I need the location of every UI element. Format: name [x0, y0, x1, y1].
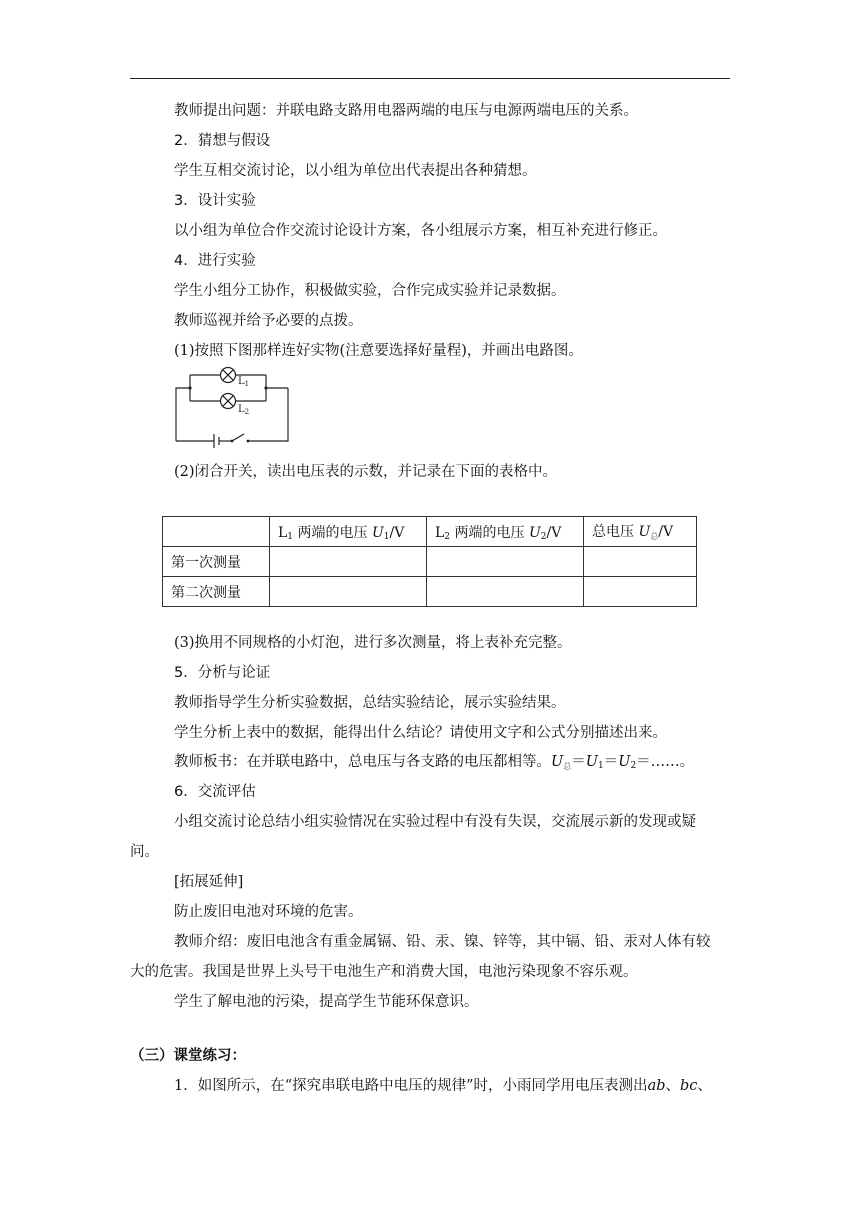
- paragraph-evaluation: 小组交流讨论总结小组实验情况在实验过程中有没有失误，交流展示新的发现或疑: [174, 814, 696, 830]
- header-rule: [130, 78, 730, 79]
- paragraph-design: 以小组为单位合作交流讨论设计方案，各小组展示方案，相互补充进行修正。: [174, 223, 667, 239]
- table-corner-cell: [163, 517, 270, 547]
- header-l2-voltage: $L_2$ 两端的电压 $U_2/V$: [427, 517, 584, 547]
- paragraph-evaluation-cont: 问。: [130, 844, 159, 860]
- paragraph-battery-hazard: 防止废旧电池对环境的危害。: [174, 904, 363, 920]
- row-label: 第二次测量: [163, 577, 270, 607]
- table-cell-empty: [584, 577, 697, 607]
- measurement-table: [162, 516, 697, 607]
- header-l1-voltage: $L_1$ 两端的电压 $U_1/V$: [270, 517, 427, 547]
- paragraph-analysis: 教师指导学生分析实验数据，总结实验结论，展示实验结果。: [174, 695, 566, 711]
- table-cell-empty: [584, 547, 697, 577]
- paragraph-awareness: 学生了解电池的污染，提高学生节能环保意识。: [174, 994, 479, 1010]
- table-header-row: [163, 517, 697, 547]
- heading-design: 3．设计实验: [174, 193, 256, 209]
- step-2-read-voltmeter: (2)闭合开关，读出电压表的示数，并记录在下面的表格中。: [174, 464, 558, 480]
- heading-analysis: 5．分析与论证: [174, 665, 271, 681]
- exercise-1: 1．如图所示，在“探究串联电路中电压的规律”时，小雨同学用电压表测出ab、bc、: [174, 1078, 712, 1094]
- parallel-circuit-diagram: [170, 362, 294, 450]
- heading-extension: [拓展延伸]: [174, 874, 244, 890]
- section-heading-practice: （三）课堂练习：: [130, 1047, 246, 1064]
- table-cell-empty: [427, 577, 584, 607]
- paragraph-teacher-intro-cont: 大的危害。我国是世界上头号干电池生产和消费大国，电池污染现象不容乐观。: [130, 964, 638, 980]
- table-cell-empty: [427, 547, 584, 577]
- paragraph-question: 教师提出问题：并联电路支路用电器两端的电压与电源两端电压的关系。: [174, 103, 638, 119]
- table-row: [163, 577, 697, 607]
- lamp-l2-label: $L_2$: [238, 404, 250, 416]
- heading-experiment: 4．进行实验: [174, 253, 256, 269]
- heading-hypothesis: 2．猜想与假设: [174, 133, 271, 149]
- paragraph-discussion: 学生互相交流讨论，以小组为单位出代表提出各种猜想。: [174, 163, 537, 179]
- lamp-l1-label: $L_1$: [238, 376, 250, 388]
- table-cell-empty: [270, 547, 427, 577]
- paragraph-teacher-intro: 教师介绍：废旧电池含有重金属镉、铅、汞、镍、锌等，其中镉、铅、汞对人体有较: [174, 934, 711, 950]
- paragraph-conclusion-question: 学生分析上表中的数据，能得出什么结论？请使用文字和公式分别描述出来。: [174, 725, 667, 741]
- step-1-connect: (1)按照下图那样连好实物(注意要选择好量程)，并画出电路图。: [174, 343, 583, 359]
- step-3-repeat: (3)换用不同规格的小灯泡，进行多次测量，将上表补充完整。: [174, 635, 572, 651]
- paragraph-teacher-patrol: 教师巡视并给予必要的点拨。: [174, 313, 363, 329]
- table-row: [163, 547, 697, 577]
- heading-evaluation: 6．交流评估: [174, 784, 256, 800]
- row-label: 第一次测量: [163, 547, 270, 577]
- paragraph-cooperate: 学生小组分工协作，积极做实验，合作完成实验并记录数据。: [174, 283, 566, 299]
- table-cell-empty: [270, 577, 427, 607]
- header-total-voltage: 总电压 $U_总/V$: [584, 517, 697, 547]
- paragraph-board-writing: 教师板书：在并联电路中，总电压与各支路的电压都相等。$U_总=U_1=U_2=\dots\dots$。: [174, 754, 695, 771]
